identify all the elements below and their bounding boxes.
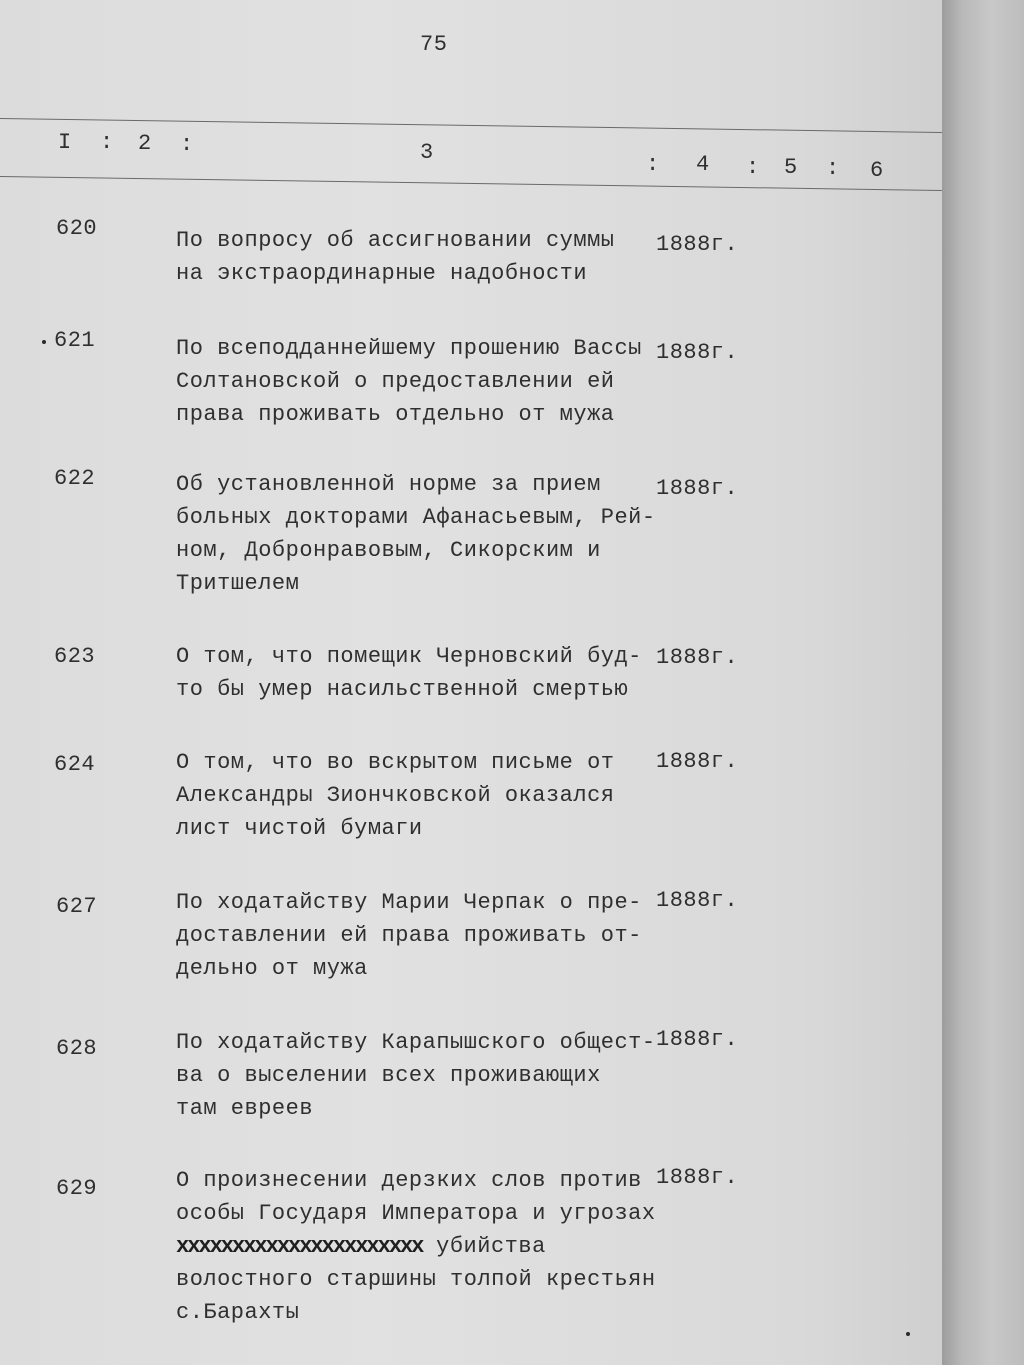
column-header-1: I — [58, 130, 72, 155]
record-line: лист чистой бумаги — [176, 816, 423, 841]
record-number: 622 — [54, 466, 96, 491]
record-line: Солтановской о предоставлении ей — [176, 369, 615, 394]
column-separator: : — [100, 130, 114, 155]
record-description — [176, 746, 614, 845]
record-line: О том, что помещик Черновский буд- — [176, 644, 642, 669]
record-year: 1888г. — [656, 645, 739, 670]
column-separator: : — [646, 152, 660, 177]
record-description — [176, 1026, 656, 1125]
record-line: О произнесении дерзких слов против — [176, 1168, 642, 1193]
record-line: По всеподданнейшему прошению Вассы — [176, 336, 642, 361]
page-number: 75 — [420, 32, 448, 57]
record-line: доставлении ей права проживать от- — [176, 923, 642, 948]
ink-speck — [42, 340, 46, 344]
record-year: 1888г. — [656, 888, 739, 913]
record-line: О том, что во вскрытом письме от — [176, 750, 615, 775]
record-number: 627 — [56, 894, 98, 919]
record-year: 1888г. — [656, 749, 739, 774]
record-year: 1888г. — [656, 476, 739, 501]
column-separator: : — [746, 155, 760, 180]
column-separator: : — [826, 156, 840, 181]
record-line: По вопросу об ассигновании суммы — [176, 228, 615, 253]
column-header-4: 4 — [696, 152, 710, 177]
record-number: 620 — [56, 216, 98, 241]
record-line: Об установленной норме за прием — [176, 472, 601, 497]
record-line: то бы умер насильственной смертью — [176, 677, 629, 702]
record-line: волостного старшины толпой крестьян — [176, 1267, 656, 1292]
record-number: 628 — [56, 1036, 98, 1061]
record-line: на экстраординарные надобности — [176, 261, 588, 286]
column-header-5: 5 — [784, 155, 798, 180]
record-line: убийства — [436, 1234, 546, 1259]
record-line: По ходатайству Карапышского общест- — [176, 1030, 656, 1055]
record-year: 1888г. — [656, 1027, 739, 1052]
record-line: ва о выселении всех проживающих — [176, 1063, 601, 1088]
record-line: Александры Зиончковской оказался — [176, 783, 615, 808]
column-header-2: 2 — [138, 131, 152, 156]
record-year: 1888г. — [656, 340, 739, 365]
record-number: 624 — [54, 752, 96, 777]
record-year: 1888г. — [656, 1165, 739, 1190]
record-description — [176, 886, 642, 985]
record-year: 1888г. — [656, 232, 739, 257]
record-line: там евреев — [176, 1096, 314, 1121]
record-number: 623 — [54, 644, 96, 669]
record-description — [176, 640, 642, 706]
column-header-6: 6 — [870, 158, 884, 183]
ink-speck — [906, 1332, 910, 1336]
record-line: По ходатайству Марии Черпак о пре- — [176, 890, 642, 915]
record-line: дельно от мужа — [176, 956, 368, 981]
record-line: с.Барахты — [176, 1300, 300, 1325]
record-line: права проживать отдельно от мужа — [176, 402, 615, 427]
page-edge-shadow — [942, 0, 1024, 1365]
record-description — [176, 1164, 656, 1329]
record-description — [176, 468, 656, 600]
record-description — [176, 224, 614, 290]
record-description — [176, 332, 642, 431]
column-header-3: 3 — [420, 140, 434, 165]
record-line: особы Государя Императора и угрозах — [176, 1201, 656, 1226]
record-number: 629 — [56, 1176, 98, 1201]
record-line: ном, Добронравовым, Сикорским и — [176, 538, 601, 563]
record-line: Тритшелем — [176, 571, 300, 596]
record-line: больных докторами Афанасьевым, Рей- — [176, 505, 656, 530]
struck-out-text: хххххххххххххххххххххх — [176, 1234, 423, 1259]
column-separator: : — [180, 132, 194, 157]
record-number: 621 — [54, 328, 96, 353]
